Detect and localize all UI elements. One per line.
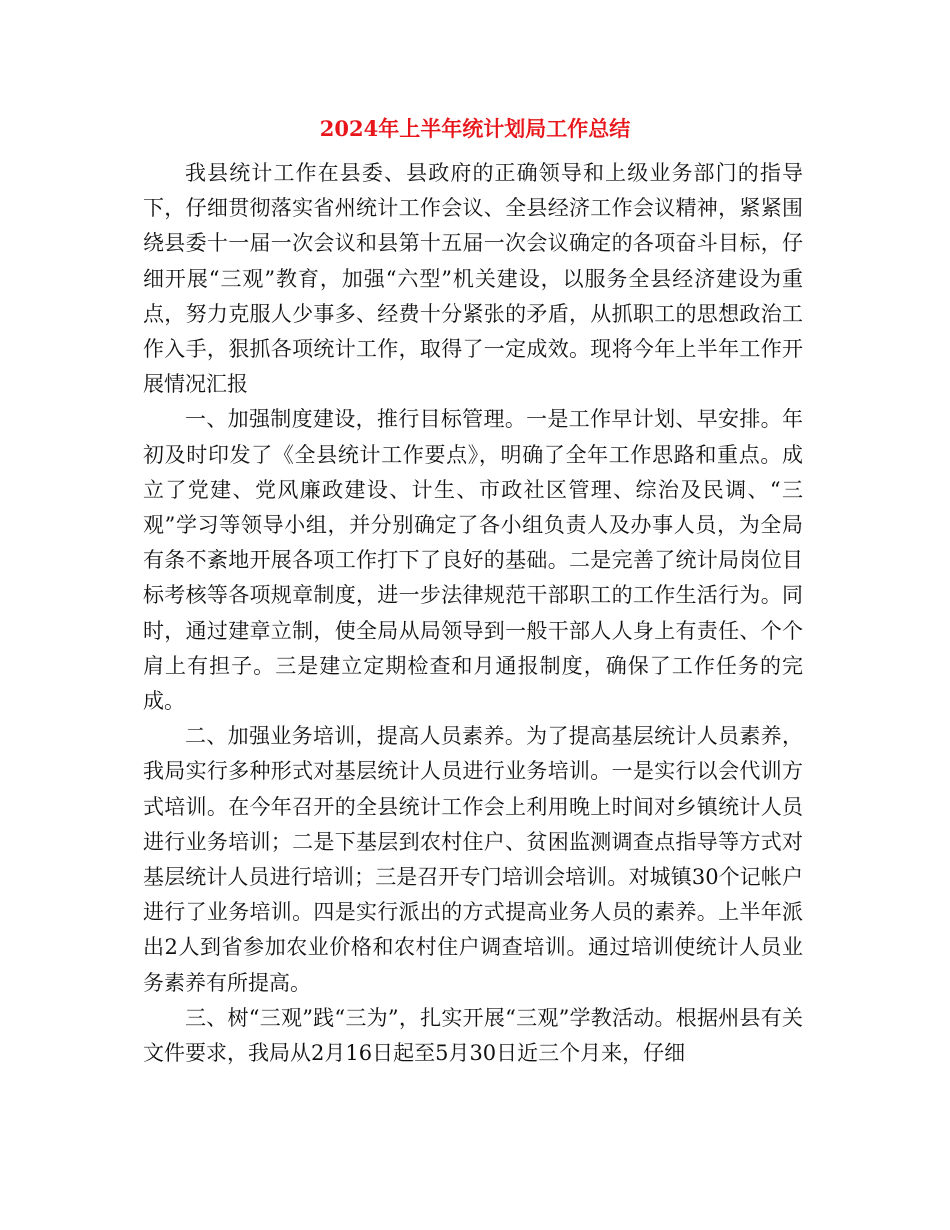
paragraph-section-1: 一、加强制度建设，推行目标管理。一是工作早计划、早安排。年初及时印发了《全县统计工作要点》，明确了全年工作思路和重点。成立了党建、党风廉政建设、计生、市政社区管理、综治及民调、“三观”学习等领导小组，并分别确定了各小组负责人及办事人员，为全局有条不紊地开展各项工作打下了良好的基础。二是完善了统计局岗位目标考核等各项规章制度，进一步法律规范干部职工的工作生活行为。同时，通过建章立制，使全局从局领导到一般干部人人身上有责任、个个肩上有担子。三是建立定期检查和月通报制度，确保了工作任务的完成。 bbox=[143, 407, 803, 714]
paragraph-section-3: 三、树“三观”践“三为”，扎实开展“三观”学教活动。根据州县有关文件要求，我局从2月16日起至5月30日近三个月来，仔细 bbox=[143, 1005, 803, 1066]
paragraph-section-2: 二、加强业务培训，提高人员素养。为了提高基层统计人员素养，我局实行多种形式对基层统计人员进行业务培训。一是实行以会代训方式培训。在今年召开的全县统计工作会上利用晚上时间对乡镇统计人员进行业务培训；二是下基层到农村住户、贫困监测调查点指导等方式对基层统计人员进行培训；三是召开专门培训会培训。对城镇30个记帐户进行了业务培训。四是实行派出的方式提高业务人员的素养。上半年派出2人到省参加农业价格和农村住户调查培训。通过培训使统计人员业务素养有所提高。 bbox=[143, 724, 803, 995]
paragraph-intro: 我县统计工作在县委、县政府的正确领导和上级业务部门的指导下，仔细贯彻落实省州统计工作会议、全县经济工作会议精神，紧紧围绕县委十一届一次会议和县第十五届一次会议确定的各项奋斗目标，仔细开展“三观”教育，加强“六型”机关建设，以服务全县经济建设为重点，努力克服人少事多、经费十分紧张的矛盾，从抓职工的思想政治工作入手，狠抓各项统计工作，取得了一定成效。现将今年上半年工作开展情况汇报 bbox=[143, 161, 803, 397]
document-title: 2024年上半年统计划局工作总结 bbox=[319, 116, 631, 141]
document-body bbox=[143, 156, 803, 1071]
